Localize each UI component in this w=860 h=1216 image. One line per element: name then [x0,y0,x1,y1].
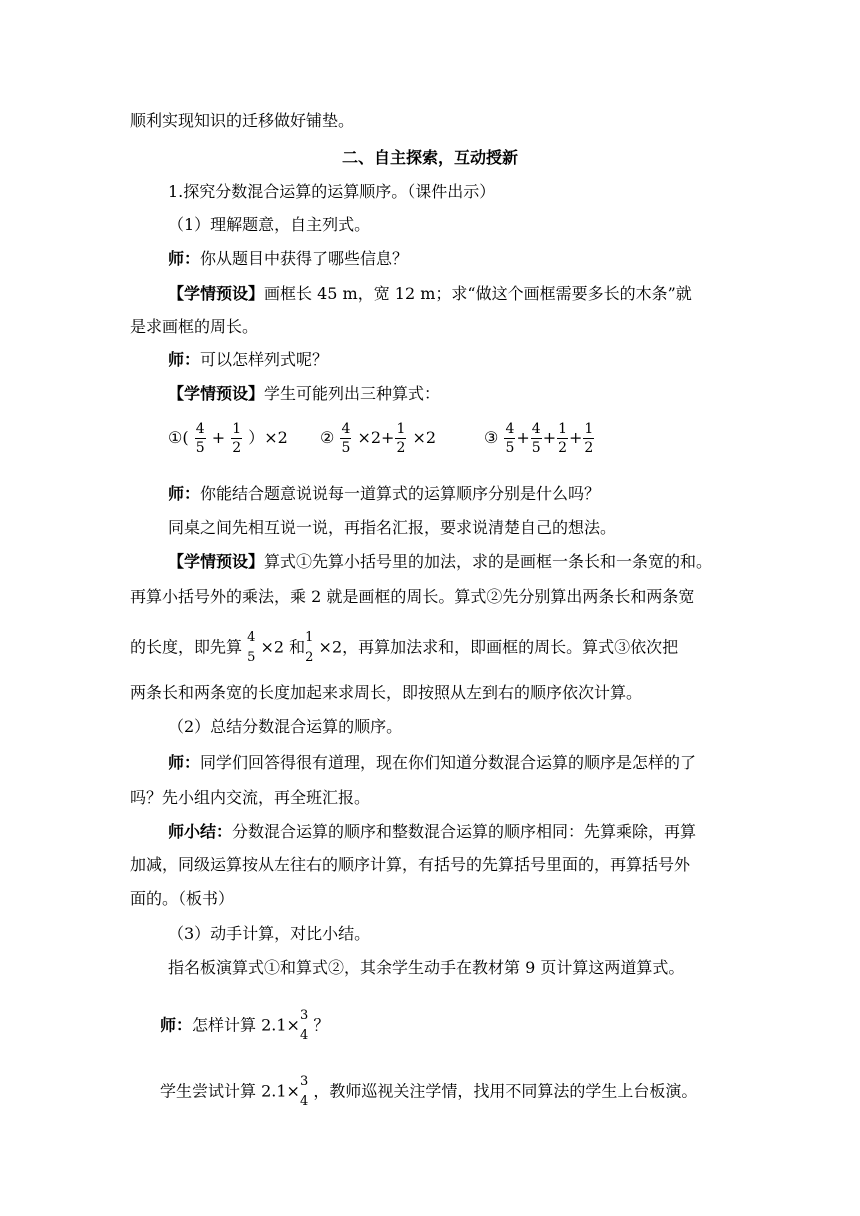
text-line: 1.探究分数混合运算的运算顺序。（课件出示） [168,182,496,201]
denominator: 2 [305,650,314,665]
numerator: 1 [396,421,406,437]
text-span: 同学们回答得很有道理，现在你们知道分数混合运算的顺序是怎样的了 [200,753,697,772]
fraction [340,420,351,457]
formula-2 [320,420,436,457]
numerator: 3 [299,1074,309,1089]
text-span: ×2 和 [260,637,306,657]
text-line [168,249,408,269]
numerator: 4 [195,421,205,437]
denominator: 2 [584,440,594,456]
fraction [300,1072,308,1112]
fraction [531,420,542,457]
fraction [247,628,255,668]
formula-3 [484,420,595,457]
text-line: 同桌之间先相互说一说，再指名汇报，要求说清楚自己的想法。 [168,518,617,537]
formula-text: ×2 [412,428,437,447]
text-line: 吗？先小组内交流，再全班汇报。 [130,788,371,807]
speaker-label: 【学情预设】 [168,284,265,303]
text-span: 的长度，即先算 [130,637,243,657]
text-line: 顺利实现知识的迁移做好铺垫。 [130,111,355,130]
text-line [168,284,692,304]
denominator: 2 [396,440,406,456]
text-line: （3）动手计算，对比小结。 [168,924,371,943]
text-line: 是求画框的周长。 [130,317,259,336]
text-span: 分数混合运算的顺序和整数混合运算的顺序相同：先算乘除，再算 [232,822,697,841]
fraction [395,420,406,457]
text-line [168,384,440,404]
speaker-label: 师： [160,1015,193,1035]
formula-marker: ② [320,428,335,447]
numerator: 4 [505,421,515,437]
text-span: 画框长 45 m，宽 12 m；求“做这个画框需要多长的木条”就 [264,284,692,303]
speaker-label: 师： [168,350,201,369]
fraction [504,420,515,457]
fraction [557,420,568,457]
formula-text: ）×2 [248,428,288,447]
text-span: 算式①先算小括号里的加法，求的是画框一条长和一条宽的和。 [264,552,713,571]
text-span: 学生可能列出三种算式： [264,384,441,403]
speaker-label: 师： [168,484,201,503]
formula-marker: ③ [484,428,499,447]
formula-operator: + [542,428,557,447]
text-line [130,628,678,668]
numerator: 1 [232,421,242,437]
numerator: 4 [247,630,256,645]
text-span: ×2，再算加法求和，即画框的周长。算式③依次把 [318,637,679,657]
section-heading: 二、自主探索，互动授新 [341,148,518,167]
text-line: 两条长和两条宽的长度加起来求周长，即按照从左到右的顺序依次计算。 [130,683,643,702]
numerator: 4 [531,421,541,437]
denominator: 5 [195,440,205,456]
text-line [168,552,712,572]
text-span: 怎样计算 2.1× [192,1015,300,1035]
text-line [168,484,600,504]
speaker-label: 师小结： [168,822,233,841]
text-line: 面的。（板书） [130,889,235,908]
text-line: 指名板演算式①和算式②，其余学生动手在教材第 9 页计算这两道算式。 [168,958,685,977]
denominator: 4 [299,1028,309,1043]
denominator: 5 [247,650,256,665]
text-line [160,1072,697,1112]
formula-operator: + [211,428,226,447]
text-span: 可以怎样列式呢？ [200,350,329,369]
text-line [160,1006,329,1046]
fraction [305,628,313,668]
denominator: 5 [531,440,541,456]
fraction [195,420,206,457]
text-span: 学生尝试计算 2.1× [160,1081,300,1101]
speaker-label: 师： [168,753,201,772]
formula-operator: + [516,428,530,447]
formula-text: ×2+ [357,428,395,447]
numerator: 4 [341,421,351,437]
text-span: 你从题目中获得了哪些信息？ [200,249,409,268]
fraction [300,1006,308,1046]
denominator: 5 [341,440,351,456]
text-line: 加减，同级运算按从左往右的顺序计算，有括号的先算括号里面的，再算括号外 [130,855,691,874]
numerator: 1 [305,630,314,645]
speaker-label: 【学情预设】 [168,384,265,403]
denominator: 5 [505,440,515,456]
speaker-label: 师： [168,249,201,268]
text-span: ，教师巡视关注学情，找用不同算法的学生上台板演。 [313,1081,698,1101]
speaker-label: 【学情预设】 [168,552,265,571]
text-line: 再算小括号外的乘法，乘 2 就是画框的周长。算式②先分别算出两条长和两条宽 [130,587,695,606]
formula-1 [168,420,288,457]
text-line: （1）理解题意，自主列式。 [168,215,371,234]
numerator: 1 [584,421,594,437]
denominator: 2 [232,440,242,456]
fraction [231,420,242,457]
numerator: 1 [558,421,568,437]
text-line [168,753,696,773]
formula-operator: + [569,428,583,447]
denominator: 2 [558,440,568,456]
formula-paren: ( [182,428,189,447]
text-span: ？ [313,1015,330,1035]
text-span: 你能结合题意说说每一道算式的运算顺序分别是什么吗？ [200,484,601,503]
formula-marker: ① [168,428,183,447]
fraction [583,420,594,457]
text-line [168,822,696,842]
text-line: （2）总结分数混合运算的顺序。 [168,717,403,736]
text-line [168,350,328,370]
numerator: 3 [299,1008,309,1023]
denominator: 4 [299,1094,309,1109]
